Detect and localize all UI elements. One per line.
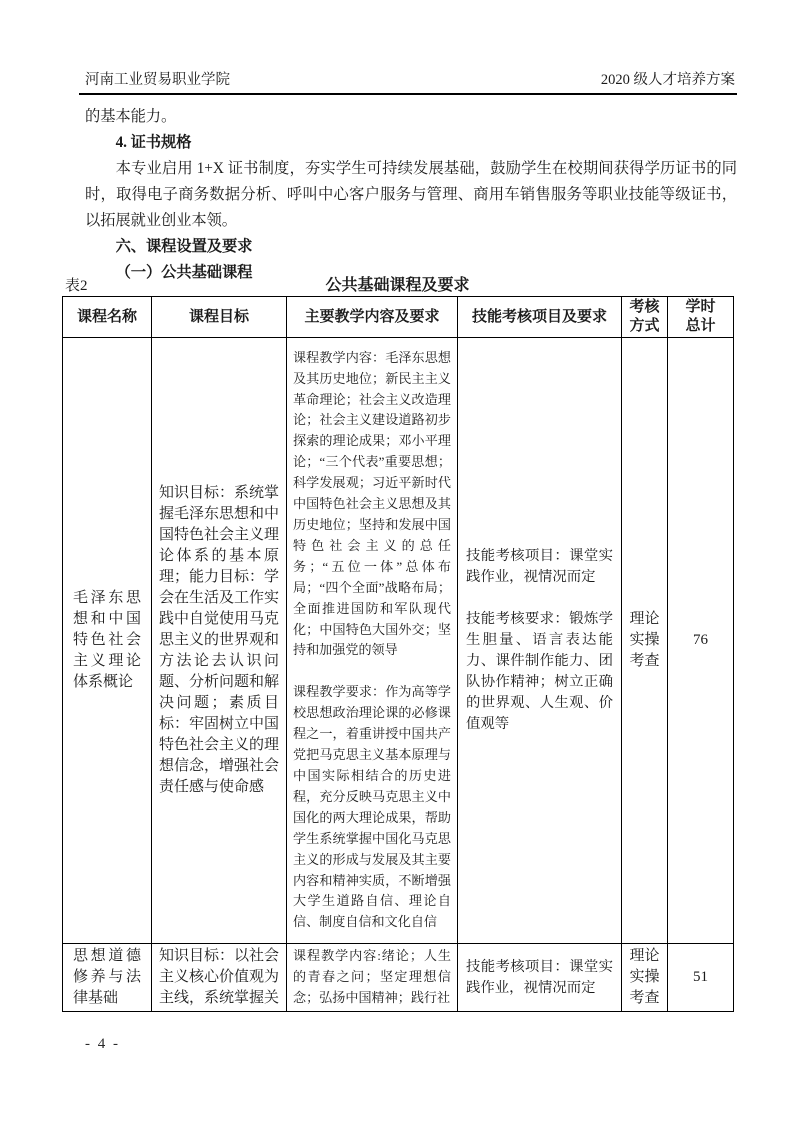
hours-cell: 51 bbox=[668, 944, 734, 1012]
method-cell: 理论实操考查 bbox=[622, 944, 668, 1012]
header-content: 主要教学内容及要求 bbox=[287, 297, 458, 338]
header-objectives: 课程目标 bbox=[152, 297, 287, 338]
table-header-row bbox=[63, 297, 734, 338]
header-method: 考核方式 bbox=[622, 297, 668, 338]
hours-cell: 76 bbox=[668, 338, 734, 944]
table-row bbox=[63, 944, 734, 1012]
method-cell: 理论实操考查 bbox=[622, 338, 668, 944]
objectives-cell: 知识目标：系统掌握毛泽东思想和中国特色社会主义理论体系的基本原理；能力目标：学会在生活及工作实践中自觉使用马克思主义的世界观和方法论去认识问题、分析问题和解决问题；素质目标：牢固树立中国特色社会主义的理想信念，增强社会责任感与使命感 bbox=[152, 338, 287, 944]
cert-paragraph: 本专业启用 1+X 证书制度，夯实学生可持续发展基础，鼓励学生在校期间获得学历证书的同时，取得电子商务数据分析、呼叫中心客户服务与管理、商用车销售服务等职业技能等级证书，以拓展就业创业本领。 bbox=[85, 160, 737, 229]
course-name-cell: 思想道德修养与法律基础 bbox=[63, 944, 152, 1012]
header-hours: 学时总计 bbox=[668, 297, 734, 338]
cert-heading: 4. 证书规格 bbox=[115, 134, 192, 151]
page-header bbox=[79, 68, 737, 95]
section-heading: 六、课程设置及要求 bbox=[115, 238, 253, 255]
content-cell: 课程教学内容：毛泽东思想及其历史地位；新民主主义革命理论；社会主义改造理论；社会主义建设道路初步探索的理论成果；邓小平理论；“三个代表”重要思想；科学发展观；习近平新时代中国特色社会主义思想及其历史地位；坚持和发展中国特色社会主义的总任务；“五位一体”总体布局；“四个全面”战略布局；全面推进国防和军队现代化；中国特色大国外交；坚持和加强党的领导 课程教学要求：作为高等学校思想政治理论课的必修课程之一，着重讲授中国共产党把马克思主义基本原理与中国实际相结合的历史进程，充分反映马克思主义中国化的两大理论成果，帮助学生系统掌握中国化马克思主义的形成与发展及其主要内容和精神实质，不断增强大学生道路自信、理论自信、制度自信和文化自信 bbox=[287, 338, 458, 944]
table-area bbox=[62, 272, 733, 1012]
table-caption bbox=[62, 272, 733, 296]
objectives-cell: 知识目标：以社会主义核心价值观为主线，系统掌握关 bbox=[152, 944, 287, 1012]
header-assessment: 技能考核项目及要求 bbox=[458, 297, 622, 338]
content-cell: 课程教学内容:绪论；人生的青春之问；坚定理想信念；弘扬中国精神；践行社 bbox=[287, 944, 458, 1012]
page-number: - 4 - bbox=[85, 1036, 120, 1052]
header-course-name: 课程名称 bbox=[63, 297, 152, 338]
body-text bbox=[85, 104, 737, 286]
carryover-line: 的基本能力。 bbox=[85, 108, 177, 125]
assessment-cell: 技能考核项目：课堂实践作业，视情况而定 bbox=[458, 944, 622, 1012]
subsection-heading: （一）公共基础课程 bbox=[115, 264, 253, 281]
table-title: 公共基础课程及要求 bbox=[325, 277, 470, 294]
assessment-cell: 技能考核项目：课堂实践作业，视情况而定 技能考核要求：锻炼学生胆量、语言表达能力、课件制作能力、团队协作精神；树立正确的世界观、人生观、价值观等 bbox=[458, 338, 622, 944]
course-name-cell: 毛泽东思想和中国特色社会主义理论体系概论 bbox=[63, 338, 152, 944]
school-name: 河南工业贸易职业学院 bbox=[85, 72, 230, 88]
doc-title: 2020 级人才培养方案 bbox=[600, 72, 735, 88]
course-table bbox=[62, 296, 734, 1012]
table-row bbox=[63, 338, 734, 944]
table-label: 表2 bbox=[65, 278, 88, 294]
